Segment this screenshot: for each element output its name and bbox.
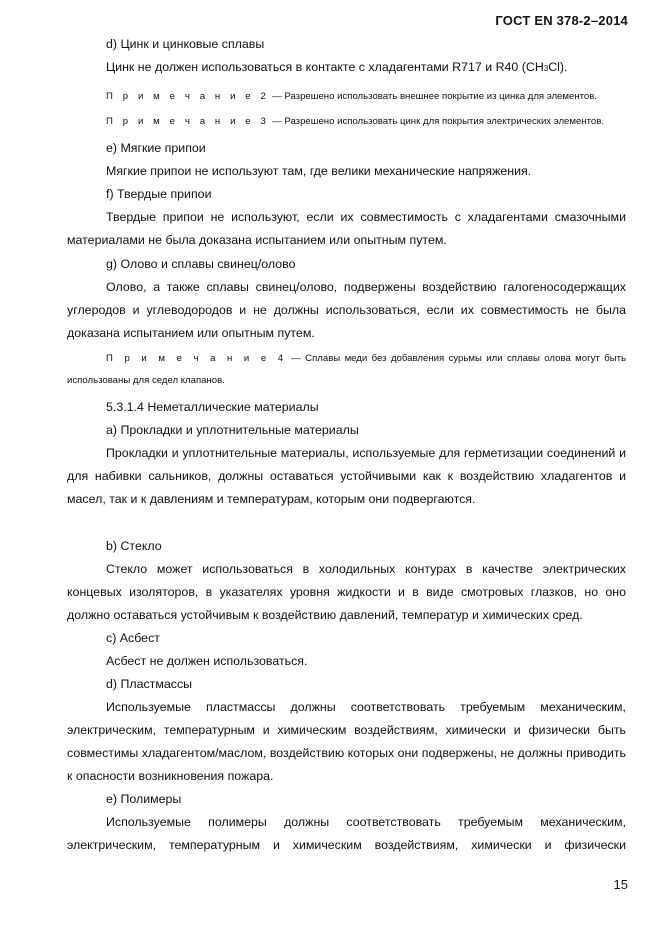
item-d-text-part: Цинк не должен использоваться в контакте с хладагентами R717 и R40 (CH	[106, 60, 544, 74]
item-e2-title: e) Полимеры	[106, 792, 182, 806]
item-c-text: Асбест не должен использоваться.	[106, 654, 308, 668]
item-a-text: Прокладки и уплотнительные материалы, используемые для герметизации соединений и для набивки сальников, должны оставаться устойчивыми как к воздействию хладагентов и масел, так и к давлениям и температурам, которым они подвергаются.	[67, 446, 626, 506]
note-3	[67, 110, 626, 133]
item-d2-text: Используемые пластмассы должны соответствовать требуемым механическим, электрическим, температурным и химическим воздействиям, химически и физически быть совместимы хладагентом/маслом, воздействию которых они подвержены, не должны приводить к опасности возникновения пожара.	[67, 700, 626, 783]
note-label: П р и м е ч а н и е 4	[106, 353, 287, 364]
item-a-title: a) Прокладки и уплотнительные материалы	[106, 423, 359, 437]
item-d-text	[67, 56, 626, 80]
item-f-title: f) Твердые припои	[106, 187, 212, 201]
note-text: — Сплавы меди без добавления сурьмы или сплавы олова могут быть использованы для седел клапанов.	[67, 353, 626, 386]
item-e2-text: Используемые полимеры должны соответствовать требуемым механическим, электрическим, температурным и химическим воздействиям, химически и физически	[67, 815, 626, 852]
note-label: П р и м е ч а н и е 3	[106, 116, 270, 127]
note-4	[67, 348, 626, 392]
page-number: 15	[613, 877, 628, 892]
document-code: ГОСТ EN 378-2–2014	[495, 13, 628, 28]
item-d2-title: d) Пластмассы	[106, 677, 193, 691]
item-e-text: Мягкие припои не используют там, где велики механические напряжения.	[106, 164, 532, 178]
item-f-text: Твердые припои не используют, если их совместимость с хладагентами смазочными материалами не была доказана испытанием или опытным путем.	[67, 210, 626, 247]
item-g-text: Олово, а также сплавы свинец/олово, подвержены воздействию галогеносодержащих углеродов и углеводородов и не должны использоваться, если их совместимость не была доказана испытанием или опытным путем.	[67, 280, 626, 340]
item-g-title: g) Олово и сплавы свинец/олово	[106, 257, 296, 271]
note-text: — Разрешено использовать внешнее покрытие из цинка для элементов.	[269, 91, 598, 102]
note-label: П р и м е ч а н и е 2	[106, 91, 270, 102]
note-2	[67, 85, 626, 108]
note-text: — Разрешено использовать цинк для покрытия электрических элементов.	[269, 116, 604, 127]
item-b-title: b) Стекло	[106, 539, 162, 553]
item-d-subscript: 3	[543, 64, 549, 73]
item-d-text-part: Cl).	[548, 60, 568, 74]
item-c-title: c) Асбест	[106, 631, 160, 645]
item-b-text: Стекло может использоваться в холодильных контурах в качестве электрических концевых изоляторов, в указателях уровня жидкости и в виде смотровых глазков, но оно должно оставаться устойчивым к воздействию давлений, температур и химических сред.	[67, 562, 626, 622]
section-title: 5.3.1.4 Неметаллические материалы	[106, 400, 319, 414]
item-d-title: d) Цинк и цинковые сплавы	[106, 37, 265, 51]
item-e-title: e) Мягкие припои	[106, 141, 206, 155]
